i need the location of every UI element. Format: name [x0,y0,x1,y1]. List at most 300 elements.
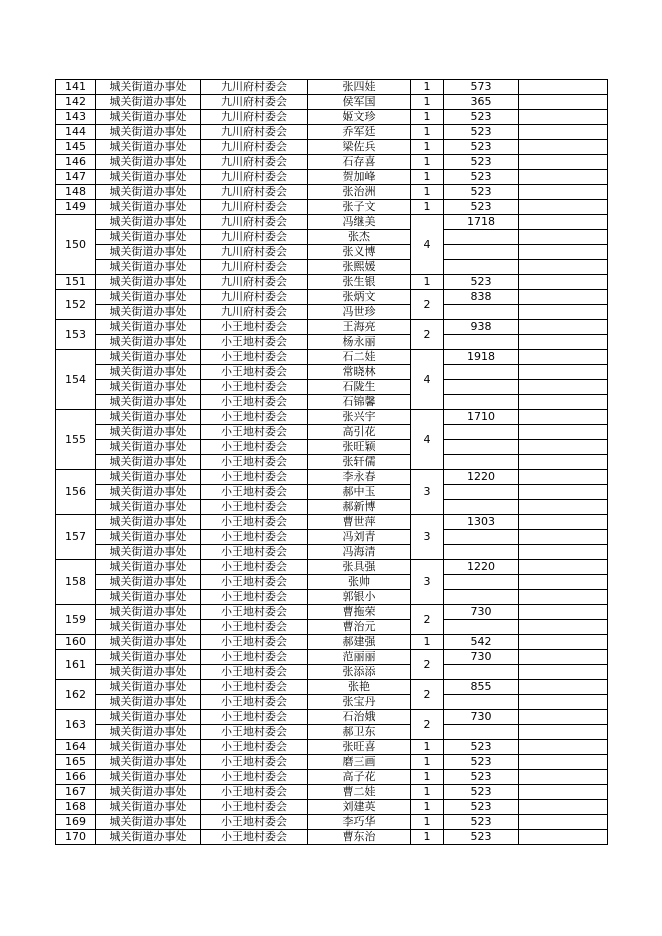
empty-cell [519,815,608,830]
empty-cell [519,620,608,635]
village-cell: 九川府村委会 [201,200,308,215]
count-cell: 3 [411,515,444,560]
amount-cell [444,545,519,560]
empty-cell [519,695,608,710]
table-row [56,155,608,170]
table-row [56,335,608,350]
table-body [56,80,608,845]
empty-cell [519,395,608,410]
amount-cell [444,395,519,410]
village-cell: 小王地村委会 [201,665,308,680]
office-cell: 城关街道办事处 [96,755,201,770]
village-cell: 九川府村委会 [201,260,308,275]
row-number-cell: 169 [56,815,96,830]
empty-cell [519,305,608,320]
subsidy-table [55,79,608,845]
amount-cell: 1718 [444,215,519,230]
amount-cell [444,575,519,590]
table-row [56,395,608,410]
name-cell: 曹拖荣 [308,605,411,620]
table-row [56,590,608,605]
name-cell: 高引花 [308,425,411,440]
table-row [56,530,608,545]
count-cell: 1 [411,200,444,215]
name-cell: 冯海清 [308,545,411,560]
empty-cell [519,155,608,170]
table-row [56,620,608,635]
count-cell: 3 [411,470,444,515]
empty-cell [519,515,608,530]
office-cell: 城关街道办事处 [96,680,201,695]
amount-cell: 523 [444,815,519,830]
count-cell: 4 [411,350,444,410]
table-row [56,740,608,755]
name-cell: 常晓林 [308,365,411,380]
name-cell: 梁佐兵 [308,140,411,155]
row-number-cell: 166 [56,770,96,785]
empty-cell [519,410,608,425]
office-cell: 城关街道办事处 [96,770,201,785]
village-cell: 小王地村委会 [201,365,308,380]
name-cell: 贺加峰 [308,170,411,185]
name-cell: 郝建强 [308,635,411,650]
amount-cell: 730 [444,710,519,725]
office-cell: 城关街道办事处 [96,740,201,755]
table-row [56,815,608,830]
name-cell: 张宝丹 [308,695,411,710]
name-cell: 杨永丽 [308,335,411,350]
table-row [56,185,608,200]
table-row [56,650,608,665]
name-cell: 张治洲 [308,185,411,200]
village-cell: 小王地村委会 [201,815,308,830]
table-row [56,290,608,305]
row-number-cell: 165 [56,755,96,770]
empty-cell [519,500,608,515]
count-cell: 1 [411,155,444,170]
name-cell: 石二娃 [308,350,411,365]
amount-cell [444,425,519,440]
table-row [56,575,608,590]
empty-cell [519,665,608,680]
count-cell: 2 [411,605,444,635]
table-row [56,80,608,95]
name-cell: 曹二娃 [308,785,411,800]
village-cell: 九川府村委会 [201,275,308,290]
amount-cell: 523 [444,275,519,290]
table-row [56,800,608,815]
village-cell: 九川府村委会 [201,215,308,230]
office-cell: 城关街道办事处 [96,320,201,335]
empty-cell [519,185,608,200]
empty-cell [519,830,608,845]
office-cell: 城关街道办事处 [96,170,201,185]
office-cell: 城关街道办事处 [96,800,201,815]
village-cell: 小王地村委会 [201,725,308,740]
empty-cell [519,350,608,365]
amount-cell [444,620,519,635]
amount-cell: 1303 [444,515,519,530]
office-cell: 城关街道办事处 [96,95,201,110]
amount-cell: 523 [444,155,519,170]
empty-cell [519,710,608,725]
office-cell: 城关街道办事处 [96,605,201,620]
village-cell: 九川府村委会 [201,305,308,320]
amount-cell: 523 [444,800,519,815]
name-cell: 张帅 [308,575,411,590]
table-row [56,830,608,845]
empty-cell [519,680,608,695]
name-cell: 张添添 [308,665,411,680]
amount-cell [444,455,519,470]
table-row [56,125,608,140]
table-row [56,425,608,440]
amount-cell: 523 [444,185,519,200]
office-cell: 城关街道办事处 [96,395,201,410]
count-cell: 1 [411,275,444,290]
empty-cell [519,80,608,95]
amount-cell: 523 [444,755,519,770]
table-row [56,725,608,740]
office-cell: 城关街道办事处 [96,425,201,440]
table-row [56,755,608,770]
empty-cell [519,650,608,665]
amount-cell: 730 [444,650,519,665]
count-cell: 1 [411,170,444,185]
village-cell: 小王地村委会 [201,800,308,815]
amount-cell: 542 [444,635,519,650]
name-cell: 张子文 [308,200,411,215]
amount-cell [444,665,519,680]
village-cell: 小王地村委会 [201,425,308,440]
empty-cell [519,140,608,155]
office-cell: 城关街道办事处 [96,155,201,170]
village-cell: 小王地村委会 [201,485,308,500]
row-number-cell: 167 [56,785,96,800]
row-number-cell: 151 [56,275,96,290]
village-cell: 小王地村委会 [201,335,308,350]
count-cell: 1 [411,635,444,650]
amount-cell: 855 [444,680,519,695]
office-cell: 城关街道办事处 [96,545,201,560]
office-cell: 城关街道办事处 [96,305,201,320]
amount-cell: 523 [444,125,519,140]
row-number-cell: 159 [56,605,96,635]
table-row [56,200,608,215]
count-cell: 2 [411,680,444,710]
row-number-cell: 164 [56,740,96,755]
village-cell: 小王地村委会 [201,560,308,575]
count-cell: 1 [411,815,444,830]
village-cell: 小王地村委会 [201,380,308,395]
name-cell: 张炳文 [308,290,411,305]
empty-cell [519,290,608,305]
office-cell: 城关街道办事处 [96,290,201,305]
name-cell: 石锦馨 [308,395,411,410]
row-number-cell: 168 [56,800,96,815]
village-cell: 九川府村委会 [201,125,308,140]
amount-cell: 523 [444,200,519,215]
village-cell: 九川府村委会 [201,170,308,185]
name-cell: 曹世萍 [308,515,411,530]
name-cell: 张兴宇 [308,410,411,425]
office-cell: 城关街道办事处 [96,260,201,275]
name-cell: 姬文珍 [308,110,411,125]
amount-cell [444,695,519,710]
table-row [56,110,608,125]
row-number-cell: 170 [56,830,96,845]
name-cell: 张轩儒 [308,455,411,470]
empty-cell [519,590,608,605]
village-cell: 九川府村委会 [201,110,308,125]
empty-cell [519,485,608,500]
office-cell: 城关街道办事处 [96,635,201,650]
amount-cell [444,485,519,500]
office-cell: 城关街道办事处 [96,185,201,200]
amount-cell: 523 [444,785,519,800]
office-cell: 城关街道办事处 [96,380,201,395]
office-cell: 城关街道办事处 [96,560,201,575]
count-cell: 1 [411,830,444,845]
empty-cell [519,785,608,800]
empty-cell [519,335,608,350]
amount-cell: 838 [444,290,519,305]
office-cell: 城关街道办事处 [96,470,201,485]
empty-cell [519,230,608,245]
office-cell: 城关街道办事处 [96,245,201,260]
table-row [56,470,608,485]
village-cell: 九川府村委会 [201,290,308,305]
name-cell: 石存喜 [308,155,411,170]
office-cell: 城关街道办事处 [96,710,201,725]
table-row [56,170,608,185]
name-cell: 冯刘青 [308,530,411,545]
office-cell: 城关街道办事处 [96,230,201,245]
name-cell: 王海亮 [308,320,411,335]
office-cell: 城关街道办事处 [96,530,201,545]
row-number-cell: 142 [56,95,96,110]
name-cell: 石治娥 [308,710,411,725]
row-number-cell: 146 [56,155,96,170]
amount-cell: 938 [444,320,519,335]
count-cell: 1 [411,140,444,155]
empty-cell [519,365,608,380]
amount-cell [444,380,519,395]
amount-cell [444,245,519,260]
amount-cell: 523 [444,110,519,125]
table-row [56,380,608,395]
amount-cell: 1710 [444,410,519,425]
office-cell: 城关街道办事处 [96,785,201,800]
village-cell: 九川府村委会 [201,185,308,200]
empty-cell [519,320,608,335]
empty-cell [519,95,608,110]
empty-cell [519,770,608,785]
name-cell: 范丽丽 [308,650,411,665]
village-cell: 小王地村委会 [201,350,308,365]
village-cell: 小王地村委会 [201,620,308,635]
table-row [56,560,608,575]
row-number-cell: 161 [56,650,96,680]
count-cell: 2 [411,290,444,320]
name-cell: 冯继美 [308,215,411,230]
office-cell: 城关街道办事处 [96,350,201,365]
empty-cell [519,470,608,485]
empty-cell [519,575,608,590]
office-cell: 城关街道办事处 [96,440,201,455]
village-cell: 小王地村委会 [201,500,308,515]
village-cell: 小王地村委会 [201,470,308,485]
table-row [56,140,608,155]
village-cell: 小王地村委会 [201,320,308,335]
row-number-cell: 158 [56,560,96,605]
office-cell: 城关街道办事处 [96,650,201,665]
amount-cell [444,530,519,545]
village-cell: 小王地村委会 [201,770,308,785]
name-cell: 高子花 [308,770,411,785]
empty-cell [519,545,608,560]
table-row [56,665,608,680]
village-cell: 九川府村委会 [201,230,308,245]
empty-cell [519,200,608,215]
table-row [56,350,608,365]
office-cell: 城关街道办事处 [96,140,201,155]
table-row [56,245,608,260]
count-cell: 1 [411,785,444,800]
name-cell: 郝卫东 [308,725,411,740]
office-cell: 城关街道办事处 [96,110,201,125]
village-cell: 小王地村委会 [201,410,308,425]
amount-cell: 1220 [444,470,519,485]
office-cell: 城关街道办事处 [96,80,201,95]
amount-cell: 1220 [444,560,519,575]
amount-cell: 523 [444,830,519,845]
table-row [56,710,608,725]
table-row [56,785,608,800]
village-cell: 小王地村委会 [201,650,308,665]
amount-cell [444,725,519,740]
village-cell: 九川府村委会 [201,95,308,110]
name-cell: 张四娃 [308,80,411,95]
empty-cell [519,605,608,620]
name-cell: 石陇生 [308,380,411,395]
table-row [56,680,608,695]
row-number-cell: 156 [56,470,96,515]
name-cell: 张杰 [308,230,411,245]
amount-cell: 523 [444,140,519,155]
count-cell: 4 [411,410,444,470]
amount-cell [444,230,519,245]
village-cell: 九川府村委会 [201,80,308,95]
office-cell: 城关街道办事处 [96,335,201,350]
table-row [56,365,608,380]
office-cell: 城关街道办事处 [96,455,201,470]
name-cell: 张旺颖 [308,440,411,455]
name-cell: 李巧华 [308,815,411,830]
count-cell: 2 [411,650,444,680]
table-row [56,440,608,455]
row-number-cell: 160 [56,635,96,650]
row-number-cell: 157 [56,515,96,560]
count-cell: 1 [411,755,444,770]
table-row [56,95,608,110]
empty-cell [519,725,608,740]
empty-cell [519,245,608,260]
row-number-cell: 149 [56,200,96,215]
row-number-cell: 162 [56,680,96,710]
name-cell: 冯世珍 [308,305,411,320]
count-cell: 2 [411,710,444,740]
village-cell: 小王地村委会 [201,680,308,695]
empty-cell [519,800,608,815]
name-cell: 张义博 [308,245,411,260]
empty-cell [519,260,608,275]
row-number-cell: 154 [56,350,96,410]
village-cell: 小王地村委会 [201,785,308,800]
village-cell: 小王地村委会 [201,635,308,650]
row-number-cell: 153 [56,320,96,350]
name-cell: 曹治元 [308,620,411,635]
village-cell: 九川府村委会 [201,155,308,170]
table-row [56,410,608,425]
office-cell: 城关街道办事处 [96,515,201,530]
village-cell: 小王地村委会 [201,575,308,590]
amount-cell: 523 [444,170,519,185]
village-cell: 小王地村委会 [201,455,308,470]
empty-cell [519,740,608,755]
row-number-cell: 152 [56,290,96,320]
table-row [56,305,608,320]
amount-cell [444,500,519,515]
office-cell: 城关街道办事处 [96,665,201,680]
name-cell: 郝新博 [308,500,411,515]
row-number-cell: 148 [56,185,96,200]
count-cell: 2 [411,320,444,350]
amount-cell [444,335,519,350]
village-cell: 小王地村委会 [201,395,308,410]
office-cell: 城关街道办事处 [96,725,201,740]
row-number-cell: 141 [56,80,96,95]
row-number-cell: 150 [56,215,96,275]
table-row [56,455,608,470]
table-row [56,485,608,500]
village-cell: 小王地村委会 [201,695,308,710]
empty-cell [519,455,608,470]
table-row [56,545,608,560]
name-cell: 郝中玉 [308,485,411,500]
empty-cell [519,440,608,455]
village-cell: 小王地村委会 [201,830,308,845]
count-cell: 1 [411,80,444,95]
table-row [56,770,608,785]
office-cell: 城关街道办事处 [96,215,201,230]
count-cell: 1 [411,95,444,110]
table-row [56,695,608,710]
count-cell: 1 [411,110,444,125]
amount-cell: 1918 [444,350,519,365]
empty-cell [519,560,608,575]
name-cell: 张旺喜 [308,740,411,755]
empty-cell [519,755,608,770]
table-row [56,500,608,515]
village-cell: 小王地村委会 [201,710,308,725]
name-cell: 刘建英 [308,800,411,815]
table-row [56,260,608,275]
village-cell: 九川府村委会 [201,245,308,260]
table-row [56,320,608,335]
table-row [56,215,608,230]
office-cell: 城关街道办事处 [96,200,201,215]
